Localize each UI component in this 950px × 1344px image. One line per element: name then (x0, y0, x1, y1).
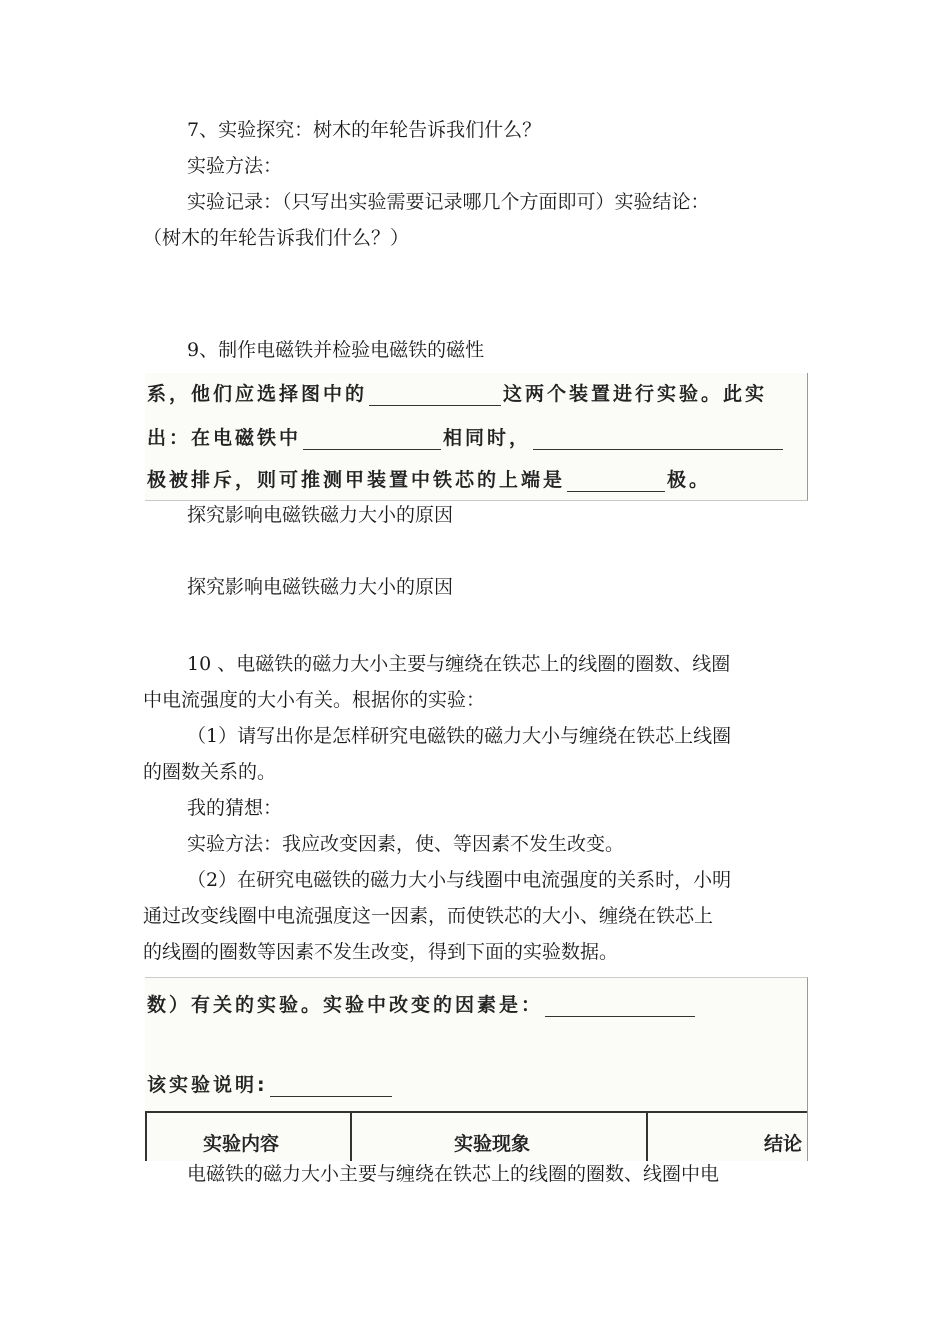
q10-part1-line-2: 的圈数关系的。 (143, 761, 277, 783)
embedded-question-image-1 (145, 373, 808, 501)
q7-conclusion: （树木的年轮告诉我们什么？） (143, 227, 410, 249)
q10-intro-line-2: 中电流强度的大小有关。根据你的实验： (143, 689, 486, 711)
q10-part2-line-2: 通过改变线圈中电流强度这一因素，而使铁芯的大小、缠绕在铁芯上 (143, 905, 714, 927)
image2-row-1 (147, 990, 697, 1017)
fill-blank (533, 431, 783, 450)
table-header-content: 实验内容 (203, 1133, 280, 1155)
table-header-cell (648, 1113, 808, 1161)
q10-method: 实验方法：我应改变因素，使、等因素不发生改变。 (187, 833, 625, 855)
q9-title: 9、制作电磁铁并检验电磁铁的磁性 (187, 339, 485, 361)
image2-row2-text: 该实验说明: (147, 1074, 268, 1096)
fill-blank (545, 998, 695, 1017)
image1-row-1 (147, 379, 767, 406)
experiment-table (145, 1111, 808, 1161)
image1-row3-text-b: 极。 (667, 469, 712, 491)
image1-row-2 (147, 423, 785, 450)
image1-row1-text-a: 系，他们应选择图中的 (147, 383, 368, 405)
q10-intro-line-1: 10 、电磁铁的磁力大小主要与缠绕在铁芯上的线圈的圈数、线圈 (187, 653, 731, 675)
image1-row2-text-a: 出：在电磁铁中 (147, 427, 302, 449)
table-header-cell (147, 1113, 352, 1161)
q7-method: 实验方法： (187, 155, 283, 177)
q10-part2-line-1: （2）在研究电磁铁的磁力大小与线圈中电流强度的关系时，小明 (187, 869, 732, 891)
q9-explore-2: 探究影响电磁铁磁力大小的原因 (187, 576, 454, 598)
image1-row1-text-b: 这两个装置进行实验。此实 (503, 383, 768, 405)
image1-row-3 (147, 465, 711, 492)
table-header-phenomenon: 实验现象 (454, 1133, 531, 1155)
embedded-question-image-2 (145, 977, 808, 1161)
fill-blank (270, 1078, 392, 1097)
image1-row3-text-a: 极被排斥，则可推测甲装置中铁芯的上端是 (147, 469, 566, 491)
image1-row2-text-b: 相同时， (443, 427, 532, 449)
q10-part1-line-1: （1）请写出你是怎样研究电磁铁的磁力大小与缠绕在铁芯上线圈 (187, 725, 732, 747)
table-header-conclusion: 结论 (764, 1133, 803, 1155)
q10-footer-line: 电磁铁的磁力大小主要与缠绕在铁芯上的线圈的圈数、线圈中电 (187, 1163, 720, 1185)
q7-record: 实验记录：（只写出实验需要记录哪几个方面即可）实验结论： (187, 191, 710, 213)
image2-row1-text: 数）有关的实验。实验中改变的因素是： (147, 994, 544, 1016)
fill-blank (303, 431, 441, 450)
q7-title: 7、实验探究：树木的年轮告诉我们什么？ (187, 119, 542, 141)
q9-explore-1: 探究影响电磁铁磁力大小的原因 (187, 504, 454, 526)
q10-part2-line-3: 的线圈的圈数等因素不发生改变，得到下面的实验数据。 (143, 941, 619, 963)
fill-blank (567, 473, 665, 492)
q10-guess: 我的猜想： (187, 797, 283, 819)
fill-blank (369, 387, 501, 406)
image2-row-2 (147, 1070, 394, 1097)
table-header-cell (352, 1113, 648, 1161)
